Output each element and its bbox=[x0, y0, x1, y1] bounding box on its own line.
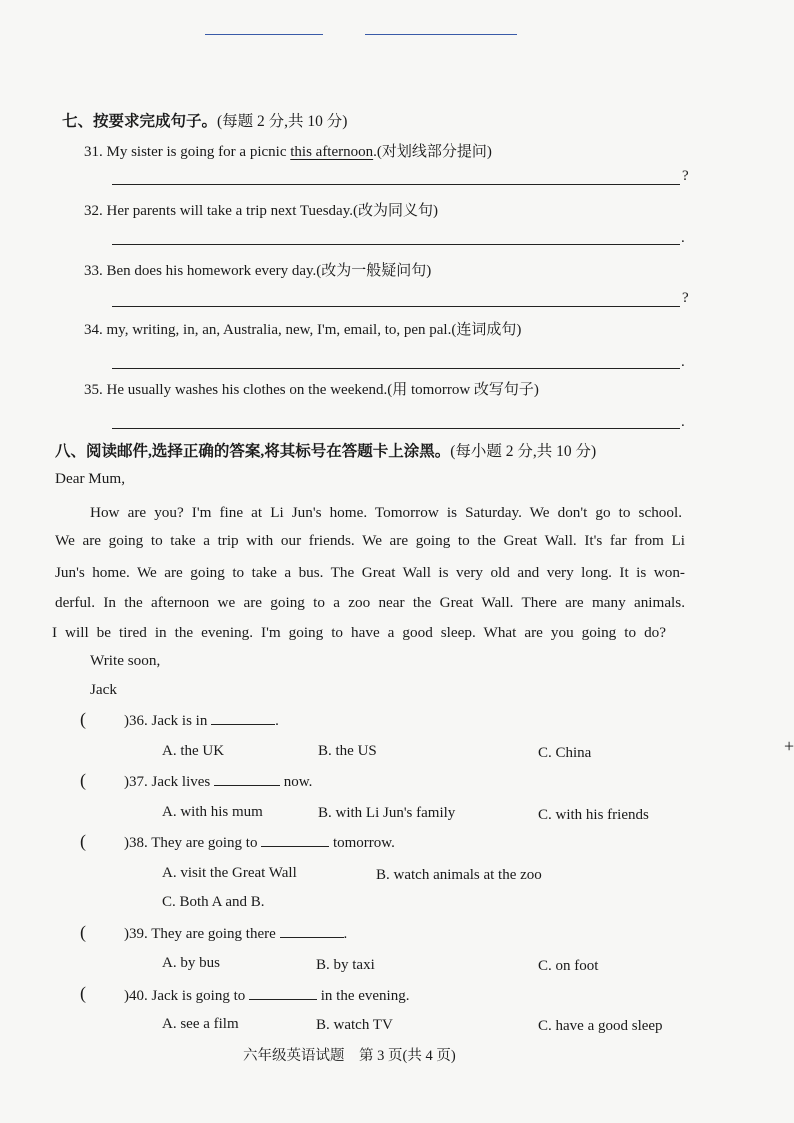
question-text: My sister is going for a picnic bbox=[106, 144, 291, 160]
option-c[interactable]: C. have a good sleep bbox=[538, 1018, 663, 1034]
fill-blank bbox=[261, 832, 329, 847]
footer-page-number: 第 3 页(共 4 页) bbox=[359, 1048, 456, 1064]
section7-title: 七、按要求完成句子。 bbox=[62, 113, 218, 130]
crop-mark-icon: + bbox=[784, 736, 794, 756]
question-number: 36. bbox=[129, 713, 148, 729]
top-rule-left bbox=[205, 34, 323, 35]
option-a[interactable]: A. with his mum bbox=[162, 804, 263, 820]
answer-end-punct: . bbox=[681, 414, 685, 430]
letter-greeting: Dear Mum, bbox=[55, 470, 126, 487]
fill-blank bbox=[249, 985, 317, 1000]
question-stem-end: in the evening. bbox=[320, 988, 410, 1004]
question-40 bbox=[124, 985, 409, 1006]
question-number: 38. bbox=[129, 835, 148, 851]
option-b[interactable]: B. by taxi bbox=[316, 957, 375, 973]
question-number: 39. bbox=[129, 926, 148, 942]
question-32 bbox=[84, 201, 438, 221]
answer-line-34[interactable] bbox=[112, 368, 680, 369]
option-c[interactable]: C. China bbox=[538, 745, 592, 761]
fill-blank bbox=[211, 710, 275, 725]
question-number: 32. bbox=[84, 203, 103, 219]
answer-end-punct: . bbox=[681, 354, 685, 370]
question-number: 34. bbox=[84, 322, 103, 338]
section8-note: (每小题 2 分,共 10 分) bbox=[450, 443, 597, 460]
answer-paren-open[interactable]: ( bbox=[80, 770, 86, 790]
answer-paren-open[interactable]: ( bbox=[80, 922, 86, 942]
fill-blank bbox=[280, 923, 344, 938]
answer-paren-close: ) bbox=[124, 835, 129, 851]
question-number: 33. bbox=[84, 263, 103, 279]
option-a[interactable]: A. by bus bbox=[162, 955, 220, 971]
fill-blank bbox=[214, 771, 280, 786]
question-stem-end: now. bbox=[283, 774, 313, 790]
option-b[interactable]: B. with Li Jun's family bbox=[318, 805, 456, 821]
option-b[interactable]: B. the US bbox=[318, 743, 377, 759]
top-rule-right bbox=[365, 34, 517, 35]
question-38 bbox=[124, 832, 395, 853]
option-b[interactable]: B. watch TV bbox=[316, 1017, 393, 1033]
answer-end-punct: ? bbox=[682, 168, 689, 184]
question-text: Ben does his homework every day.(改为一般疑问句) bbox=[106, 263, 432, 279]
question-stem: They are going there bbox=[151, 926, 276, 942]
question-stem: They are going to bbox=[151, 835, 258, 851]
question-number: 35. bbox=[84, 382, 103, 398]
option-b[interactable]: B. watch animals at the zoo bbox=[376, 867, 542, 883]
answer-paren-close: ) bbox=[124, 774, 129, 790]
option-a[interactable]: A. the UK bbox=[162, 743, 225, 759]
question-stem: Jack is going to bbox=[151, 988, 246, 1004]
section8-title: 八、阅读邮件,选择正确的答案,将其标号在答题卡上涂黑。 bbox=[55, 443, 451, 460]
answer-paren-open[interactable]: ( bbox=[80, 831, 86, 851]
question-34 bbox=[84, 320, 521, 340]
answer-paren-close: ) bbox=[124, 926, 129, 942]
question-text: my, writing, in, an, Australia, new, I'm, email, to, pen pal.(连词成句) bbox=[106, 322, 522, 338]
question-stem-end: tomorrow. bbox=[332, 835, 395, 851]
question-37 bbox=[124, 771, 312, 792]
option-a[interactable]: A. visit the Great Wall bbox=[162, 865, 297, 881]
option-c[interactable]: C. on foot bbox=[538, 958, 599, 974]
question-stem-end: . bbox=[275, 713, 279, 729]
section8-heading bbox=[55, 442, 596, 462]
answer-line-32[interactable] bbox=[112, 244, 680, 245]
letter-closing: Write soon, bbox=[90, 652, 161, 669]
section7-note: (每题 2 分,共 10 分) bbox=[217, 113, 348, 130]
question-text: He usually washes his clothes on the weekend.(用 tomorrow 改写句子) bbox=[106, 382, 539, 398]
answer-end-punct: ? bbox=[682, 290, 689, 306]
answer-paren-open[interactable]: ( bbox=[80, 709, 86, 729]
letter-line: How are you? I'm fine at Li Jun's home. Tomorrow is Saturday. We don't go to school. bbox=[90, 504, 682, 521]
letter-signature: Jack bbox=[90, 681, 117, 698]
question-instruction: .(对划线部分提问) bbox=[373, 144, 492, 160]
answer-line-35[interactable] bbox=[112, 428, 680, 429]
section7-heading bbox=[62, 112, 347, 132]
question-number: 40. bbox=[129, 988, 148, 1004]
underlined-phrase: this afternoon bbox=[290, 144, 374, 160]
question-39 bbox=[124, 923, 347, 944]
footer-title: 六年级英语试题 bbox=[243, 1048, 345, 1064]
question-stem: Jack lives bbox=[151, 774, 211, 790]
option-c[interactable]: C. with his friends bbox=[538, 807, 649, 823]
option-a[interactable]: A. see a film bbox=[162, 1016, 239, 1032]
letter-line: Jun's home. We are going to take a bus. The Great Wall is very old and very long. It is won- bbox=[55, 564, 685, 581]
question-31 bbox=[84, 142, 492, 162]
question-35 bbox=[84, 380, 539, 400]
answer-paren-open[interactable]: ( bbox=[80, 983, 86, 1003]
option-c[interactable]: C. Both A and B. bbox=[162, 894, 265, 910]
letter-line: derful. In the afternoon we are going to a zoo near the Great Wall. There are many animals. bbox=[55, 594, 685, 611]
answer-end-punct: . bbox=[681, 230, 685, 246]
answer-line-33[interactable] bbox=[112, 306, 680, 307]
question-stem-end: . bbox=[343, 926, 348, 942]
answer-paren-close: ) bbox=[124, 988, 129, 1004]
question-number: 37. bbox=[129, 774, 148, 790]
question-text: Her parents will take a trip next Tuesday.(改为同义句) bbox=[106, 203, 438, 219]
answer-line-31[interactable] bbox=[112, 184, 680, 185]
question-number: 31. bbox=[84, 144, 103, 160]
letter-line: I will be tired in the evening. I'm going to have a good sleep. What are you going to do? bbox=[52, 624, 666, 641]
question-stem: Jack is in bbox=[151, 713, 208, 729]
question-33 bbox=[84, 261, 431, 281]
letter-line: We are going to take a trip with our friends. We are going to the Great Wall. It's far from Li bbox=[55, 532, 685, 549]
question-36 bbox=[124, 710, 279, 731]
answer-paren-close: ) bbox=[124, 713, 129, 729]
page-footer bbox=[243, 1046, 456, 1066]
